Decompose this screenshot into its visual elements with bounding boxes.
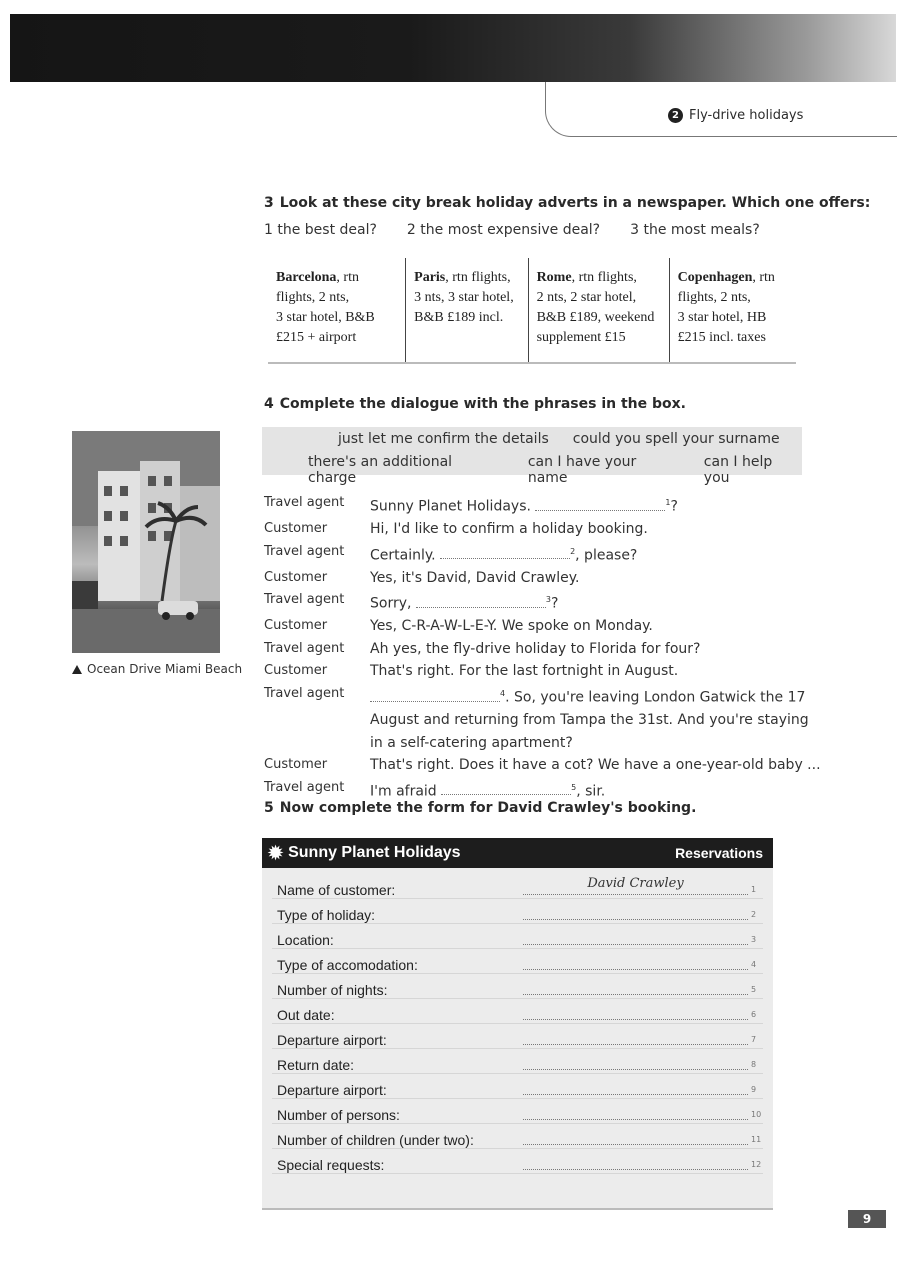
advert-paris xyxy=(406,258,528,362)
field-label: Number of children (under two): xyxy=(277,1132,474,1148)
form-row xyxy=(272,1124,763,1149)
field-input[interactable]: David Crawley xyxy=(523,876,748,895)
field-label: Special requests: xyxy=(277,1157,385,1173)
dialogue-line xyxy=(264,541,824,567)
dialogue-line xyxy=(264,754,824,777)
advert-line: , rtn flights, xyxy=(571,270,637,285)
form-row xyxy=(272,974,763,999)
triangle-icon xyxy=(72,665,82,674)
exercise-4-instruction xyxy=(264,396,686,412)
field-number: 2 xyxy=(751,910,757,919)
form-row xyxy=(272,1049,763,1074)
line-text: , sir. xyxy=(576,783,606,800)
form-row xyxy=(272,1099,763,1124)
answer-gap[interactable] xyxy=(440,546,570,559)
form-row xyxy=(272,999,763,1024)
question: 3 the most meals? xyxy=(630,222,760,238)
field-label: Departure airport: xyxy=(277,1082,387,1098)
form-title xyxy=(268,843,461,864)
field-input[interactable] xyxy=(523,926,748,945)
line-text: , please? xyxy=(575,547,638,564)
unit-number-badge: 2 xyxy=(668,108,683,123)
advert-line: flights, 2 nts, xyxy=(276,290,350,305)
form-section-label: Reservations xyxy=(675,845,763,861)
field-input[interactable] xyxy=(523,1076,748,1095)
city-break-adverts xyxy=(268,258,796,364)
answer-gap[interactable] xyxy=(416,595,546,608)
dialogue-line xyxy=(264,683,824,754)
advert-line: 3 star hotel, HB xyxy=(677,310,767,325)
advert-line: 3 star hotel, B&B xyxy=(276,310,375,325)
speaker: Customer xyxy=(264,569,328,585)
unit-label xyxy=(668,108,803,123)
form-title-text: Sunny Planet Holidays xyxy=(288,844,461,861)
field-number: 9 xyxy=(751,1085,757,1094)
line-text: Yes, it's David, David Crawley. xyxy=(370,569,580,586)
advert-city: Copenhagen xyxy=(677,270,753,285)
speaker: Customer xyxy=(264,663,328,679)
gap-number: 5 xyxy=(571,782,577,792)
advert-city: Paris xyxy=(414,270,446,285)
field-input[interactable] xyxy=(523,1126,748,1145)
line-text: That's right. Does it have a cot? We have a one-year-old baby ... xyxy=(370,757,821,774)
answer-gap[interactable] xyxy=(370,689,500,702)
gap-number: 4 xyxy=(500,688,506,698)
question: 2 the most expensive deal? xyxy=(406,222,601,238)
speaker: Travel agent xyxy=(264,592,345,608)
line-text: Sunny Planet Holidays. xyxy=(370,498,536,515)
form-row xyxy=(272,874,763,899)
field-label: Type of accomodation: xyxy=(277,957,418,973)
dialogue-line xyxy=(264,589,824,615)
field-label: Number of nights: xyxy=(277,982,388,998)
instruction-text: Now complete the form for David Crawley's booking. xyxy=(279,800,697,816)
field-input[interactable] xyxy=(523,1151,748,1170)
phrase-box xyxy=(262,427,802,486)
field-number: 3 xyxy=(751,935,757,944)
dialogue-line xyxy=(264,638,824,661)
field-input[interactable] xyxy=(523,1051,748,1070)
sun-icon: ✹ xyxy=(268,842,284,863)
advert-line: flights, 2 nts, xyxy=(677,290,751,305)
field-number: 10 xyxy=(751,1110,762,1119)
field-input[interactable] xyxy=(523,1001,748,1020)
advert-line: 2 nts, 2 star hotel, xyxy=(536,290,637,305)
speaker: Customer xyxy=(264,521,328,537)
header-banner xyxy=(10,14,896,82)
field-input[interactable] xyxy=(523,901,748,920)
phrase: can I have your name xyxy=(527,454,637,486)
field-number: 1 xyxy=(751,885,757,894)
answer-gap[interactable] xyxy=(441,782,571,795)
line-text: Yes, C-R-A-W-L-E-Y. We spoke on Monday. xyxy=(370,618,653,635)
line-text: Certainly. xyxy=(370,547,441,564)
advert-line: , rtn xyxy=(752,270,775,285)
field-label: Location: xyxy=(277,932,334,948)
gap-number: 1 xyxy=(665,498,671,507)
field-label: Name of customer: xyxy=(277,882,396,898)
dialogue-line xyxy=(264,492,824,518)
phrase: just let me confirm the details xyxy=(338,431,549,447)
line-text: Sorry, xyxy=(370,595,416,612)
field-number: 7 xyxy=(751,1035,757,1044)
phrase: can I help you xyxy=(703,454,773,486)
phrase: could you spell your surname xyxy=(572,431,780,447)
field-label: Number of persons: xyxy=(277,1107,400,1123)
dialogue-line xyxy=(264,615,824,638)
question: 1 the best deal? xyxy=(264,222,377,238)
speaker: Customer xyxy=(264,618,328,634)
field-number: 5 xyxy=(751,985,757,994)
reservation-form xyxy=(262,838,773,1210)
speaker: Travel agent xyxy=(264,640,345,656)
dialogue-line xyxy=(264,777,824,803)
line-text: ? xyxy=(551,595,559,612)
field-number: 4 xyxy=(751,960,757,969)
field-label: Type of holiday: xyxy=(277,907,376,923)
advert-line: 3 nts, 3 star hotel, xyxy=(414,290,514,305)
gap-number: 2 xyxy=(570,546,576,556)
dialogue xyxy=(264,492,824,803)
gap-number: 3 xyxy=(545,595,551,605)
unit-title: Fly-drive holidays xyxy=(689,108,804,123)
form-row xyxy=(272,899,763,924)
advert-line: £215 incl. taxes xyxy=(677,330,766,345)
dialogue-line xyxy=(264,518,824,541)
form-row xyxy=(272,924,763,949)
speaker: Customer xyxy=(264,757,328,773)
speaker: Travel agent xyxy=(264,495,345,510)
dialogue-line xyxy=(264,660,824,683)
instruction-text: Look at these city break holiday adverts in a newspaper. Which one offers: xyxy=(279,195,871,211)
line-text: Hi, I'd like to confirm a holiday booking. xyxy=(370,521,648,538)
form-row xyxy=(272,1024,763,1049)
page-number: 9 xyxy=(848,1210,886,1228)
answer-gap[interactable] xyxy=(535,498,665,511)
photo-caption xyxy=(72,662,242,676)
field-label: Out date: xyxy=(277,1007,335,1023)
line-text: Ah yes, the fly-drive holiday to Florida for four? xyxy=(370,640,701,657)
exercise-3-questions xyxy=(264,222,760,238)
advert-line: , rtn xyxy=(336,270,359,285)
form-header xyxy=(262,838,773,868)
ocean-drive-photo xyxy=(72,431,220,653)
speaker: Travel agent xyxy=(264,543,345,559)
field-number: 11 xyxy=(751,1135,762,1144)
exercise-3-instruction xyxy=(264,195,870,211)
advert-line: B&B £189 incl. xyxy=(414,310,504,325)
advert-line: B&B £189, weekend xyxy=(536,310,655,325)
field-number: 12 xyxy=(751,1160,762,1169)
field-label: Departure airport: xyxy=(277,1032,387,1048)
form-row xyxy=(272,1074,763,1099)
advert-city: Barcelona xyxy=(276,270,337,285)
form-row xyxy=(272,949,763,974)
advert-barcelona xyxy=(268,258,406,362)
exercise-number: 5 xyxy=(264,800,274,816)
line-text: ? xyxy=(670,498,678,515)
advert-copenhagen xyxy=(670,258,796,362)
advert-city: Rome xyxy=(536,270,572,285)
form-row xyxy=(272,1149,763,1174)
phrase: there's an additional charge xyxy=(308,454,453,486)
line-text: That's right. For the last fortnight in August. xyxy=(370,663,679,680)
exercise-number: 4 xyxy=(264,396,274,412)
field-input[interactable] xyxy=(523,1026,748,1045)
field-number: 8 xyxy=(751,1060,757,1069)
caption-text: Ocean Drive Miami Beach xyxy=(87,662,243,676)
field-input[interactable] xyxy=(523,951,748,970)
field-number: 6 xyxy=(751,1010,757,1019)
dialogue-line xyxy=(264,567,824,590)
instruction-text: Complete the dialogue with the phrases in the box. xyxy=(279,396,687,412)
advert-line: supplement £15 xyxy=(536,330,626,345)
speaker: Travel agent xyxy=(264,685,345,701)
field-input[interactable] xyxy=(523,976,748,995)
advert-line: , rtn flights, xyxy=(445,270,511,285)
advert-rome xyxy=(529,258,670,362)
exercise-5-instruction xyxy=(264,800,696,816)
line-text: . So, you're leaving London Gatwick the 17 August and returning from Tampa the 31st. And you're staying in a self-catering apartment? xyxy=(370,689,809,751)
exercise-number: 3 xyxy=(264,195,274,211)
advert-line: £215 + airport xyxy=(276,330,357,345)
field-label: Return date: xyxy=(277,1057,355,1073)
line-text: I'm afraid xyxy=(370,783,442,800)
speaker: Travel agent xyxy=(264,779,345,795)
field-input[interactable] xyxy=(523,1101,748,1120)
